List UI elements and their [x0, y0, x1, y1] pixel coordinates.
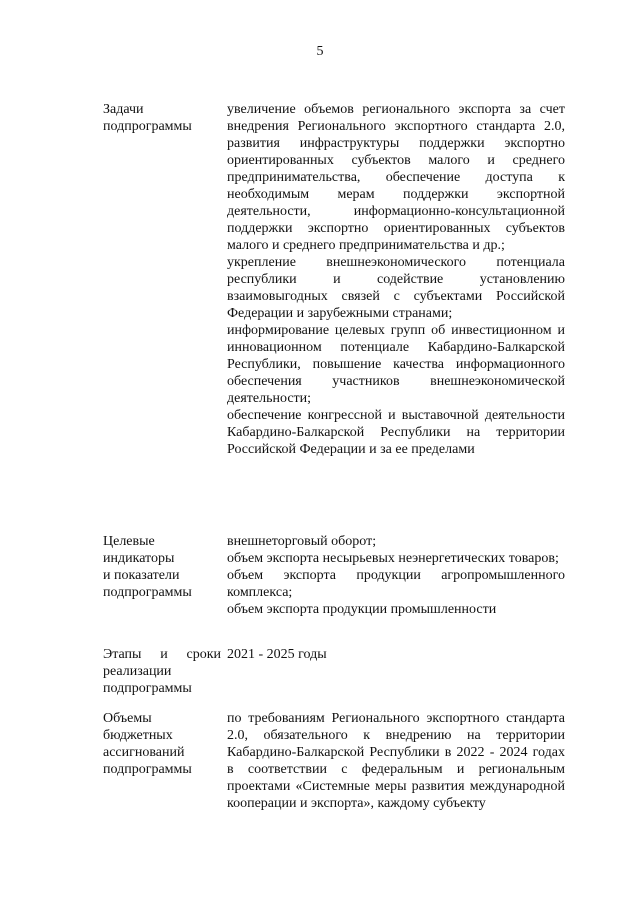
label-line: индикаторы — [103, 551, 175, 566]
paragraph: обеспечение конгрессной и выставочной деятельности Кабардино-Балкарской Республики на территории Российской Федерации и за ее пределами — [227, 408, 565, 457]
label-line: подпрограммы — [103, 681, 192, 696]
label-line: подпрограммы — [103, 585, 192, 600]
paragraph: информирование целевых групп об инвестиционном и инновационном потенциале Кабардино-Балкарской Республики, повышение качества информационного обеспечения участников внешнеэкономической деятельности; — [227, 323, 565, 406]
paragraph: объем экспорта несырьевых неэнергетических товаров; — [227, 551, 559, 566]
section-label — [103, 646, 221, 697]
label-line: подпрограммы — [103, 762, 192, 777]
label-line: Этапы и сроки — [103, 647, 221, 662]
label-line: бюджетных — [103, 728, 173, 743]
paragraph: увеличение объемов регионального экспорта за счет внедрения Регионального экспортного стандарта 2.0, развития инфраструктуры поддержки экспортно ориентированных субъектов малого и среднего предпринимательства, обеспечение доступа к необходимым мерам поддержки экспортной деятельности, информационно-консультационной поддержки экспортно ориентированных субъектов малого и среднего предпринимательства и др.; — [227, 102, 565, 253]
page-number: 5 — [316, 44, 324, 59]
paragraph: укрепление внешнеэкономического потенциала республики и содействие установлению взаимовыгодных связей с субъектами Российской Федерации и зарубежными странами; — [227, 255, 565, 321]
section-content — [227, 533, 565, 618]
label-line: подпрограммы — [103, 119, 192, 134]
label-line: и показатели — [103, 568, 180, 583]
section-label — [103, 710, 221, 778]
section-label — [103, 533, 221, 601]
paragraph: 2021 - 2025 годы — [227, 647, 327, 662]
section-content — [227, 710, 565, 812]
paragraph: по требованиям Регионального экспортного стандарта 2.0, обязательного к внедрению на территории Кабардино-Балкарской Республики в 2022 - 2024 годах в соответствии с федеральным и региональным проектами «Системные меры развития международной кооперации и экспорта», каждому субъекту — [227, 711, 565, 811]
paragraph: объем экспорта продукции агропромышленного комплекса; — [227, 568, 565, 600]
label-line: ассигнований — [103, 745, 185, 760]
section-content — [227, 101, 565, 458]
paragraph: внешнеторговый оборот; — [227, 534, 377, 549]
label-line: реализации — [103, 664, 172, 679]
label-line: Задачи — [103, 102, 144, 117]
paragraph: объем экспорта продукции промышленности — [227, 602, 497, 617]
label-line: Объемы — [103, 711, 152, 726]
label-line: Целевые — [103, 534, 155, 549]
section-content — [227, 646, 565, 663]
section-label — [103, 101, 221, 135]
